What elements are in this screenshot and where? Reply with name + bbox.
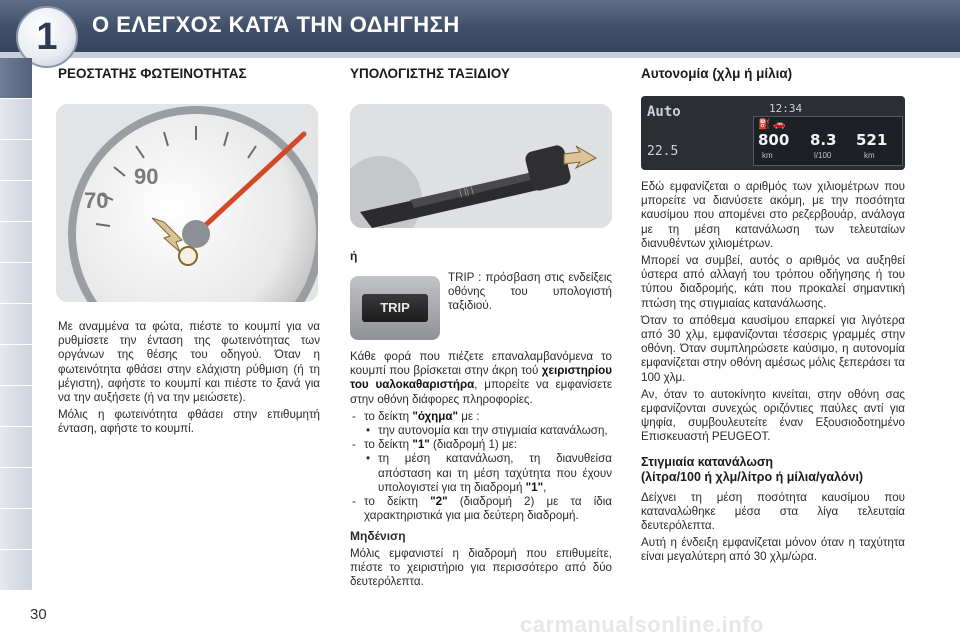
wiper-stalk-term: χειριστηρίου του υαλοκαθαριστήρα	[350, 364, 612, 392]
consumption-value: 8.3	[810, 131, 837, 149]
chapter-tab-4[interactable]	[0, 181, 32, 222]
dimmer-heading: ΡΕΟΣΤΑΤΗΣ ΦΩΤΕΙΝΟΤΗΤΑΣ	[58, 66, 247, 81]
instrument-gauge-illustration	[56, 104, 318, 302]
list-item: - το δείκτη "2" (διαδρομή 2) με τα ίδια χαρακτηριστικά για μια δεύτερη διαδρομή.	[350, 495, 612, 523]
list-item: - το δείκτη "όχημα" με :	[350, 410, 612, 424]
reset-text: Μόλις εμφανιστεί η διαδρομή που επιθυμείτε, πιέστε το χειριστήριο για περισσότερο από δύο δευτερόλεπτα.	[350, 546, 612, 589]
list-item: - το δείκτη "1" (διαδρομή 1) με:	[350, 438, 612, 452]
chapter-badge: 1	[16, 6, 78, 68]
car-icon: ⛽ 🚗	[758, 119, 786, 130]
chapter-tab-11[interactable]	[0, 468, 32, 509]
range-value: 800	[758, 131, 790, 149]
header-band	[0, 52, 960, 58]
chapter-tab-6[interactable]	[0, 263, 32, 304]
range-heading: Αυτονομία (χλμ ή μίλια)	[641, 66, 793, 81]
instant-consumption-paragraph-1: Δείχνει τη μέση ποσότητα καυσίμου που καταναλώθηκε μέσα στα λίγα τελευταία δευτερόλεπτα.	[641, 490, 905, 533]
chapter-tab-3[interactable]	[0, 140, 32, 181]
dimmer-text	[58, 320, 320, 440]
svg-text:| || |: | || |	[458, 184, 475, 198]
range-paragraph-4: Αν, όταν το αυτοκίνητο κινείται, στην οθόνη σας εμφανίζονται συνεχώς οριζόντιες παύλες αντί για ψηφία, συμβουλευτείτε έναν Εξουσιοδοτημένο Επισκευαστή PEUGEOT.	[641, 387, 905, 444]
indicator-list	[350, 410, 612, 524]
range-paragraph-2: Μπορεί να συμβεί, αυτός ο αριθμός να αυξηθεί ύστερα από αλλαγή του τρόπου οδήγησης ή του τύπου διαδρομής, κάτι που προκαλεί σημαντική πτώση της στιγμιαίας κατανάλωσης.	[641, 254, 905, 310]
chapter-tab-10[interactable]	[0, 427, 32, 468]
trip-text: TRIP : πρόσβαση στις ενδείξεις οθόνης του υπολογιστή ταξιδιού.	[448, 271, 612, 313]
dimmer-paragraph-2: Μόλις η φωτεινότητα φθάσει στην επιθυμητή ένταση, αφήστε το κουμπί.	[58, 408, 320, 436]
chapter-tab-12[interactable]	[0, 509, 32, 550]
list-item: • την αυτονομία και την στιγμιαία κατανάλωση,	[350, 424, 612, 438]
wiper-stalk-photo	[350, 104, 612, 228]
trip-body	[350, 350, 612, 592]
gauge-number-70: 70	[84, 188, 109, 213]
wiper-stalk-illustration	[350, 104, 612, 228]
range-body	[641, 180, 905, 568]
chapter-tab-5[interactable]	[0, 222, 32, 263]
unit-3: km	[864, 151, 875, 160]
trip-display-photo	[641, 96, 905, 170]
display-clock: 12:34	[769, 102, 803, 115]
chapter-tab-9[interactable]	[0, 386, 32, 427]
trip-computer-heading: ΥΠΟΛΟΓΙΣΤΗΣ ΤΑΞΙΔΙΟΥ	[350, 66, 510, 81]
gauge-number-90: 90	[134, 164, 159, 189]
chapter-tab-8[interactable]	[0, 345, 32, 386]
distance-value: 521	[856, 131, 888, 149]
display-auto: Auto	[647, 104, 681, 120]
page-number: 30	[30, 606, 47, 623]
display-panel	[753, 116, 903, 166]
dimmer-paragraph-1: Με αναμμένα τα φώτα, πιέστε το κουμπί για να ρυθμίσετε την ένταση της φωτεινότητας των οργάνων της θέσης του οδηγού. Όταν η φωτεινότητα φθάσει στην ελάχιστη ρύθμιση (ή τη μέγιστη), αφήστε το κουμπί και πιέστε το ξανά για να την αυξήσετε (ή να την μειώσετε).	[58, 320, 320, 405]
watermark: carmanualsonline.info	[520, 612, 764, 637]
trip-button: TRIP	[362, 294, 428, 322]
trip-button-photo	[350, 276, 440, 340]
or-text: ή	[350, 249, 358, 263]
list-item: • τη μέση κατανάλωση, τη διανυθείσα απόσταση και τη μέση ταχύτητα που έχουν υπολογιστεί για τη διαδρομή "1",	[350, 452, 612, 495]
dashboard-photo	[56, 104, 318, 302]
instant-consumption-heading: Στιγμιαία κατανάλωση (λίτρα/100 ή χλμ/λίτρο ή μίλια/γαλόνι)	[641, 454, 864, 484]
chapter-tabs	[0, 58, 32, 591]
chapter-tab-7[interactable]	[0, 304, 32, 345]
unit-1: km	[762, 151, 773, 160]
instant-consumption-paragraph-2: Αυτή η ένδειξη εμφανίζεται μόνον όταν η ταχύτητα είναι μεγαλύτερη από 30 χλμ/ώρα.	[641, 536, 905, 564]
range-paragraph-3: Όταν το απόθεμα καυσίμου επαρκεί για λιγότερα από 30 χλμ, εμφανίζονται τέσσερις γραμμές στην οθόνη. Όταν συμπληρώσετε καύσιμο, η αυτονομία εμφανίζεται στην οθόνη αμέσως μόλις ξεπεράσει τα 100 χλμ.	[641, 313, 905, 384]
display-temperature: 22.5	[647, 144, 679, 159]
dimmer-button	[179, 247, 197, 265]
page-title: Ο ΕΛΕΓΧΟΣ ΚΑΤΆ ΤΗΝ ΟΔΗΓΗΣΗ	[92, 12, 460, 37]
chapter-tab-13[interactable]	[0, 550, 32, 591]
trip-intro: Κάθε φορά που πιέζετε επαναλαμβανόμενα το κουμπί που βρίσκεται στην άκρη τού χειριστηρίου του υαλοκαθαριστήρα, μπορείτε να εμφανίσετε στην οθόνη διάφορες πληροφορίες.	[350, 350, 612, 406]
chapter-tab-2[interactable]	[0, 99, 32, 140]
chapter-tab-1[interactable]	[0, 58, 32, 99]
reset-heading: Μηδένιση	[350, 529, 406, 544]
range-paragraph-1: Εδώ εμφανίζεται ο αριθμός των χιλιομέτρων που μπορείτε να διανύσετε ακόμη, με την ποσότητα καυσίμου που απομένει στο ρεζερβουάρ, ανάλογα με τη μέση κατανάλωση των τελευταίων διανυθέντων χιλιομέτρων.	[641, 180, 905, 250]
unit-2: l/100	[814, 151, 832, 160]
